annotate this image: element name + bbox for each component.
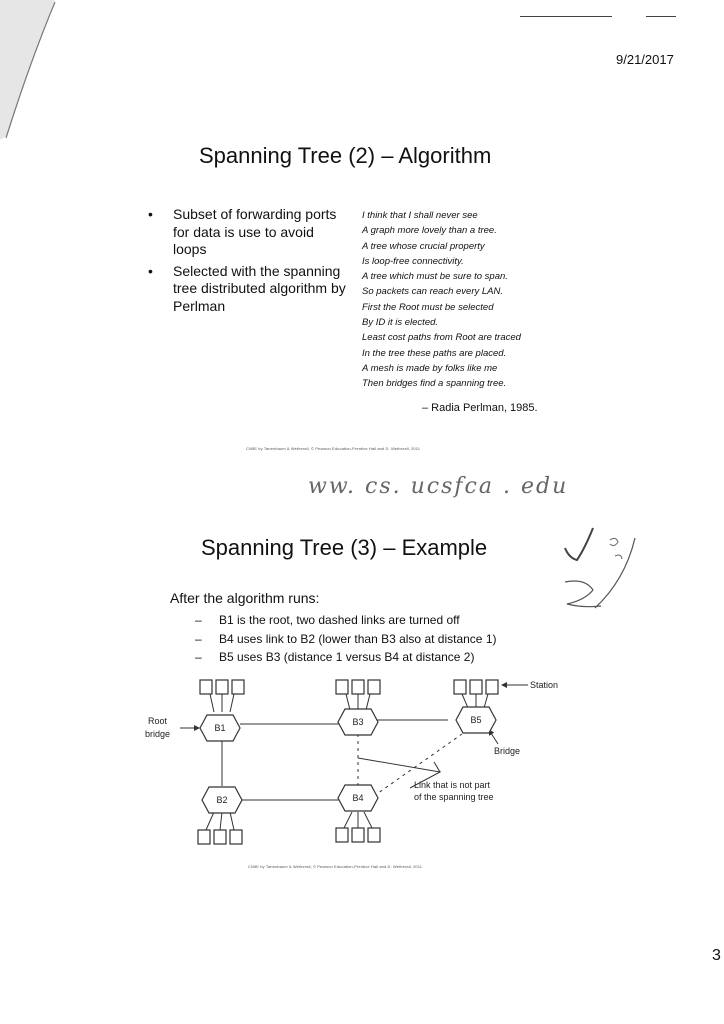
station	[368, 828, 380, 842]
scan-corner-artifact	[0, 0, 70, 140]
slide1-title: Spanning Tree (2) – Algorithm	[199, 143, 492, 168]
station	[198, 830, 210, 844]
poem-line: First the Root must be selected	[362, 301, 494, 313]
poem-line: A tree whose crucial property	[362, 240, 485, 252]
root-label: bridge	[145, 729, 171, 739]
bridge-label-b3: B3	[352, 717, 364, 727]
sub-bullet-text: B1 is the root, two dashed links are turned off	[219, 613, 460, 627]
scan-line	[520, 16, 612, 17]
station	[216, 680, 228, 694]
handwritten-url: ww. cs. ucsfca . edu	[308, 474, 569, 499]
station	[470, 680, 482, 694]
station-label: Station	[530, 680, 559, 690]
station	[352, 680, 364, 694]
slide1-credit: CN5E by Tanenbaum & Wetherall, © Pearson Education-Prentice Hall and D. Wetherall, 2011	[246, 446, 421, 451]
station	[230, 830, 242, 844]
bridge-label-b1: B1	[214, 723, 226, 733]
station	[486, 680, 498, 694]
bridge-label: Bridge	[494, 746, 521, 756]
poem-line: I think that I shall never see	[362, 210, 478, 221]
station	[336, 680, 348, 694]
station	[454, 680, 466, 694]
page-date: 9/21/2017	[616, 52, 674, 67]
station	[368, 680, 380, 694]
station	[200, 680, 212, 694]
slide1-bullets	[148, 206, 348, 319]
slide2-title: Spanning Tree (3) – Example	[201, 535, 488, 560]
bridge-label-b5: B5	[470, 715, 482, 725]
scan-line	[646, 16, 676, 17]
slide2-credit: CN5E by Tanenbaum & Wetherall, © Pearson Education-Prentice Hall and D. Wetherall, 2011	[248, 864, 423, 869]
sub-bullet: – B1 is the root, two dashed links are turned off	[195, 613, 460, 627]
poem-line: A tree which must be sure to span.	[362, 271, 508, 283]
poem-line: So packets can reach every LAN.	[362, 286, 503, 298]
poem-line: A mesh is made by folks like me	[362, 362, 498, 374]
station	[232, 680, 244, 694]
poem-line: Is loop-free connectivity.	[362, 255, 464, 267]
poem-line: A graph more lovely than a tree.	[362, 225, 497, 237]
sub-bullet-text: B4 uses link to B2 (lower than B3 also at distance 1)	[219, 631, 497, 646]
link-label: Link that is not part	[414, 780, 491, 790]
station	[214, 830, 226, 844]
slide2-bullets	[195, 611, 496, 667]
station	[336, 828, 348, 842]
bullet-item: • Subset of forwarding ports for data is use to avoid loops	[148, 206, 348, 259]
bridge-label-b4: B4	[352, 793, 364, 803]
slide2-intro: After the algorithm runs:	[170, 590, 320, 606]
poem	[362, 208, 582, 392]
page-number: 3	[712, 947, 721, 964]
poem-line: Then bridges find a spanning tree.	[362, 378, 507, 390]
poem-line: Least cost paths from Root are traced	[362, 332, 521, 344]
spanning-tree-diagram	[130, 672, 580, 862]
bullet-item: • Selected with the spanning tree distributed algorithm by Perlman	[148, 263, 348, 316]
station	[352, 828, 364, 842]
bridge-label-b2: B2	[216, 795, 228, 805]
sub-bullet: – B4 uses link to B2 (lower than B3 also at distance 1)	[195, 631, 497, 646]
bridge-arrow	[489, 730, 498, 744]
sub-bullet-text: B5 uses B3 (distance 1 versus B4 at distance 2)	[219, 650, 475, 664]
poem-attribution: – Radia Perlman, 1985.	[422, 402, 538, 414]
sub-bullet: – B5 uses B3 (distance 1 versus B4 at distance 2)	[195, 650, 475, 664]
poem-line: In the tree these paths are placed.	[362, 347, 507, 359]
root-label: Root	[148, 716, 168, 726]
handwritten-check-icon	[555, 520, 655, 630]
link-label: of the spanning tree	[414, 792, 494, 802]
poem-line: By ID it is elected.	[362, 317, 439, 329]
